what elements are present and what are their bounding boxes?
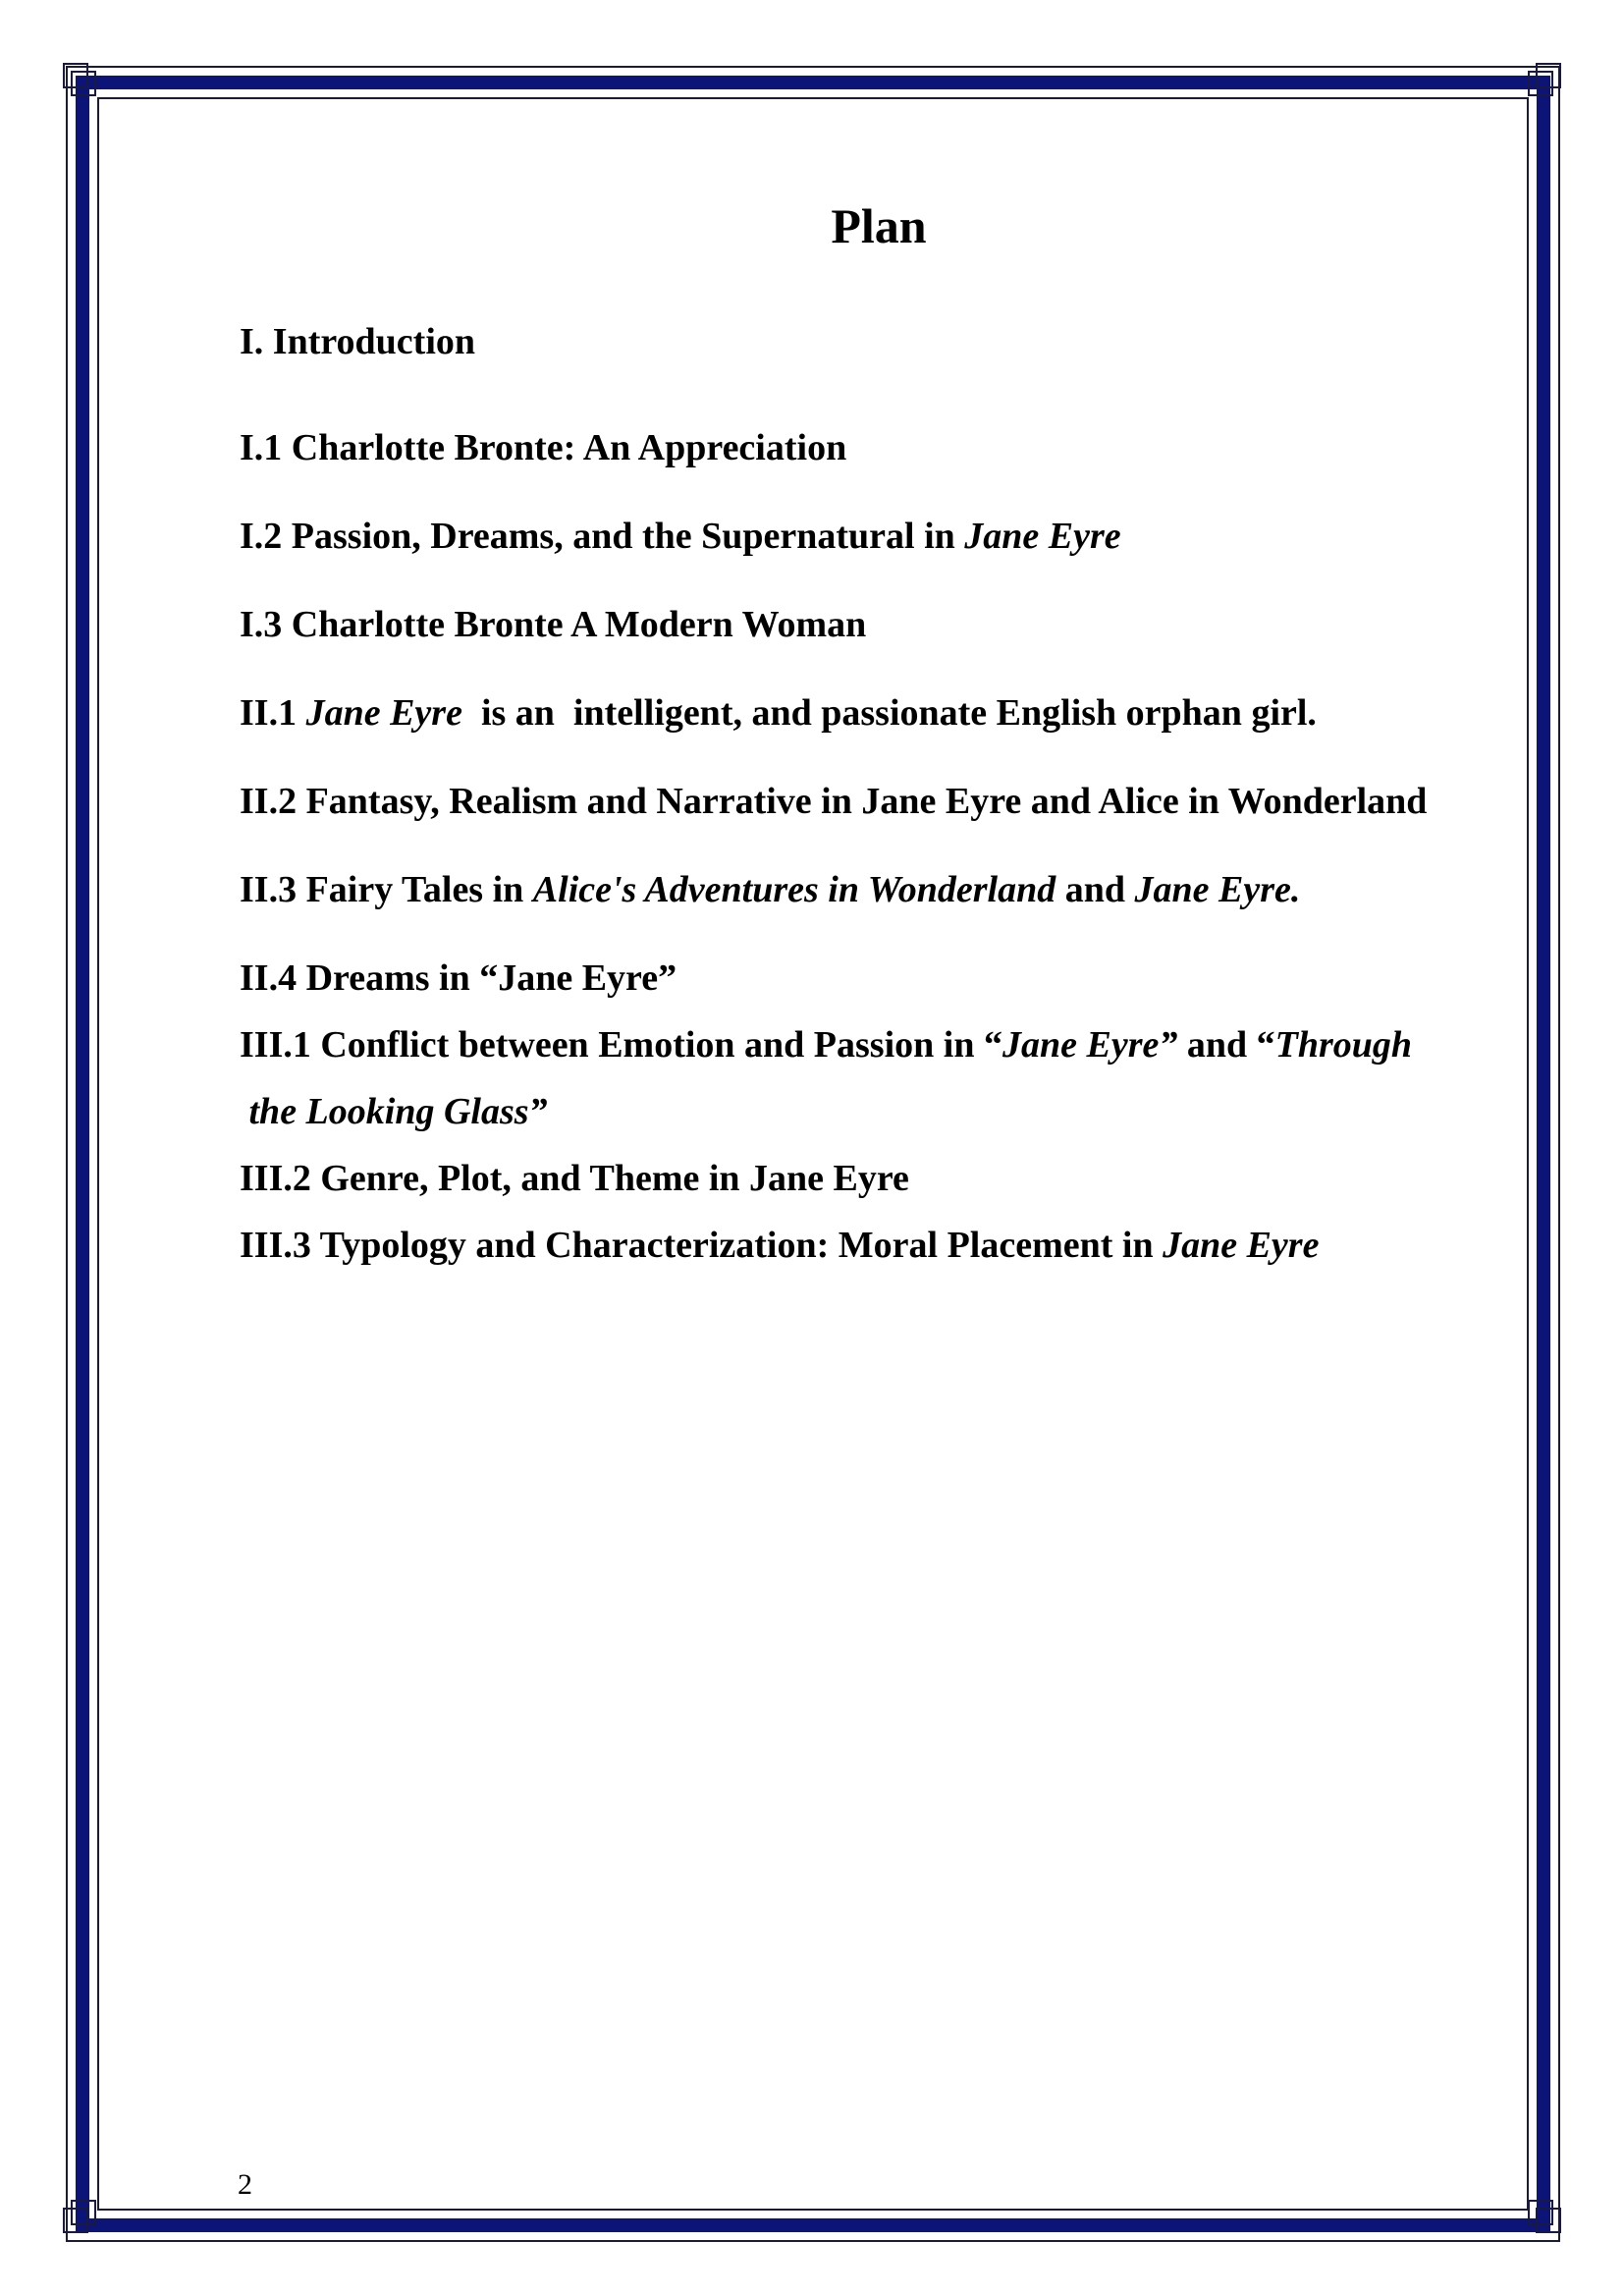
- entry-italic-text: Jane Eyre: [1163, 1225, 1320, 1266]
- plan-entry-i1: [240, 425, 846, 470]
- entry-text: II.4 Dreams in “Jane Eyre”: [240, 957, 677, 999]
- entry-text: III.2 Genre, Plot, and Theme in Jane Eyre: [240, 1158, 909, 1199]
- plan-entry-iii3: [240, 1223, 1319, 1268]
- entry-text: II.2 Fantasy, Realism and Narrative in Jane Eyre and Alice in Wonderland: [240, 781, 1428, 822]
- plan-entry-iii1-line1: [240, 1022, 1412, 1067]
- plan-entry-ii3: [240, 867, 1300, 912]
- entry-text: I.1 Charlotte Bronte: An Appreciation: [240, 427, 847, 468]
- plan-entry-i3: [240, 602, 866, 647]
- entry-text: III.3 Typology and Characterization: Moral Placement in: [240, 1225, 1164, 1266]
- entry-text: II.3 Fairy Tales in: [240, 869, 533, 910]
- plan-entry-introduction: [240, 319, 475, 364]
- entry-text: I. Introduction: [240, 321, 476, 362]
- entry-text: and “: [1177, 1024, 1275, 1066]
- plan-entry-ii4: [240, 956, 677, 1001]
- entry-italic-text: Jane Eyre”: [1001, 1024, 1178, 1066]
- corner-ornament-icon: [62, 2195, 101, 2234]
- page-number: 2: [238, 2168, 252, 2201]
- plan-entry-iii1-line2: [240, 1089, 548, 1134]
- plan-entry-i2: [240, 514, 1121, 559]
- entry-italic-text: Through: [1274, 1024, 1413, 1066]
- page-border-inner: [97, 97, 1529, 2211]
- entry-text: is an intelligent, and passionate English orphan girl.: [461, 692, 1317, 734]
- corner-ornament-icon: [1523, 2195, 1562, 2234]
- plan-entry-iii2: [240, 1156, 909, 1201]
- entry-text: I.3 Charlotte Bronte A Modern Woman: [240, 604, 867, 645]
- entry-text: III.1 Conflict between Emotion and Passion in “: [240, 1024, 1002, 1066]
- corner-ornament-icon: [1523, 62, 1562, 101]
- plan-entry-ii2: [240, 779, 1427, 824]
- entry-italic-text: Jane Eyre.: [1134, 869, 1301, 910]
- entry-italic-text: the Looking Glass”: [240, 1091, 548, 1132]
- corner-ornament-icon: [62, 62, 101, 101]
- plan-entry-ii1: [240, 690, 1317, 736]
- entry-italic-text: Jane Eyre: [305, 692, 462, 734]
- entry-italic-text: Jane Eyre: [964, 516, 1121, 557]
- entry-text: and: [1056, 869, 1135, 910]
- entry-text: I.2 Passion, Dreams, and the Supernatural in: [240, 516, 965, 557]
- entry-text: II.1: [240, 692, 306, 734]
- entry-italic-text: Alice's Adventures in Wonderland: [532, 869, 1056, 910]
- page-title: Plan: [831, 198, 927, 253]
